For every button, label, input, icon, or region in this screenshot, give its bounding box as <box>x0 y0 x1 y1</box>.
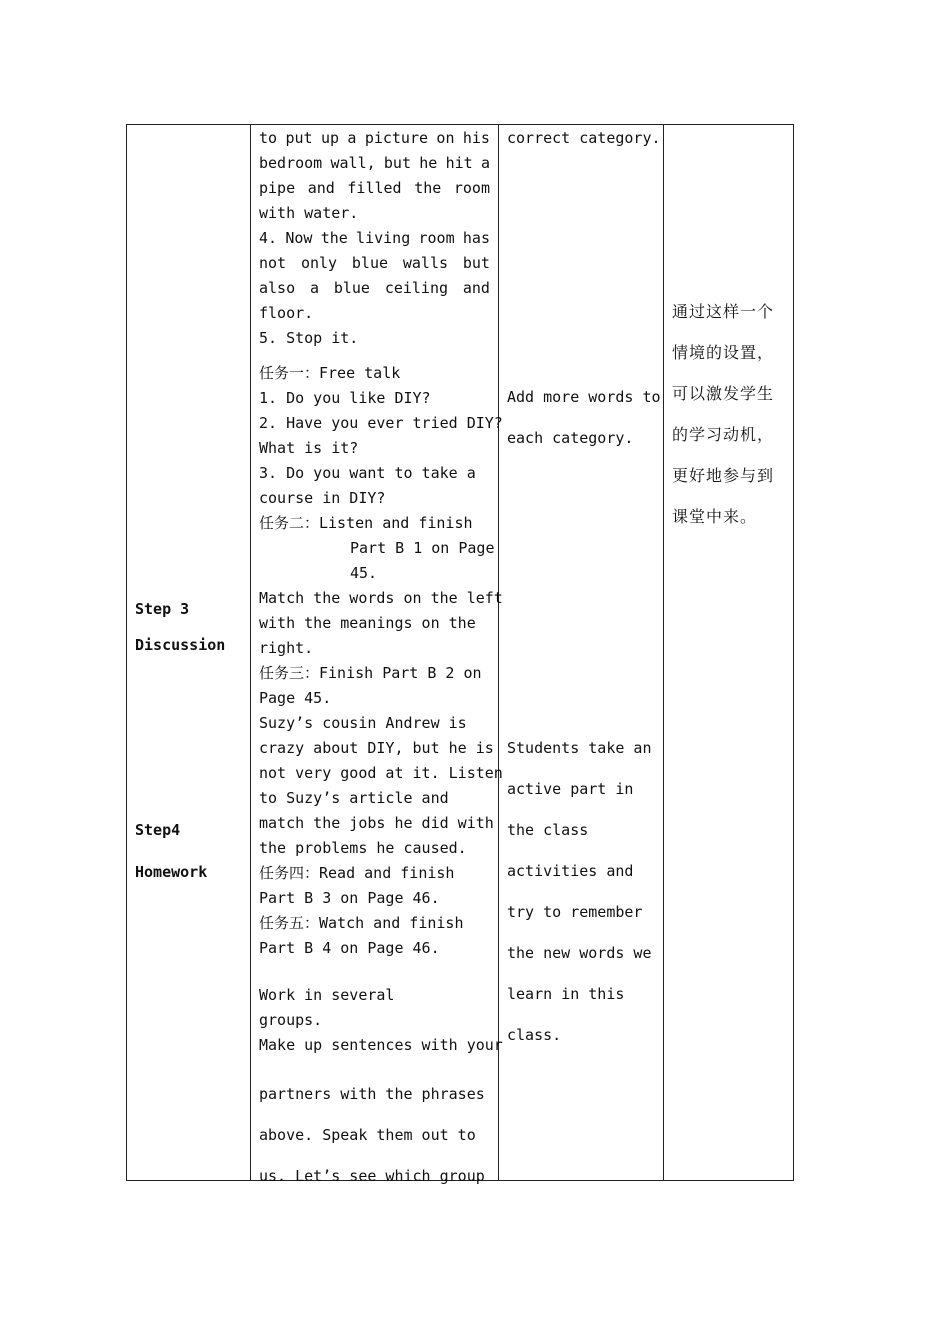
activity-line: 3. Do you want to take a <box>259 464 476 482</box>
step-4-label: Step4 <box>135 821 181 839</box>
step-3-title-cell <box>135 636 225 654</box>
activity-line: with water. <box>259 204 359 222</box>
intent-line: 更好地参与到 <box>672 466 775 485</box>
activity-text-part-a <box>259 126 490 351</box>
activity-line: Match the words on the left <box>259 589 503 607</box>
student-line: each category. <box>507 429 634 447</box>
activity-line: Work in several <box>259 986 395 1004</box>
activity-line: not only blue walls but <box>259 254 490 272</box>
task-1-heading: 任务一：Free talk <box>259 364 401 382</box>
activity-line: match the jobs he did with <box>259 814 494 832</box>
activity-line: partners with the phrases <box>259 1085 485 1103</box>
activity-line: Part B 1 on Page <box>350 539 495 557</box>
activity-line: Part B 3 on Page 46. <box>259 889 440 907</box>
activity-line: right. <box>259 639 314 657</box>
student-line: try to remember <box>507 903 643 921</box>
student-line: the class <box>507 821 589 839</box>
student-activity-3 <box>507 728 655 1056</box>
activity-line: bedroom wall, but he hit a <box>259 154 490 172</box>
activity-line: also a blue ceiling and <box>259 279 490 297</box>
activity-line: 5. Stop it. <box>259 329 359 347</box>
activity-line: Make up sentences with your <box>259 1036 503 1054</box>
activity-line: to put up a picture on his <box>259 129 490 147</box>
student-line: activities and <box>507 862 634 880</box>
intent-line: 课堂中来。 <box>672 507 758 526</box>
activity-line: the problems he caused. <box>259 839 467 857</box>
activity-line: above. Speak them out to <box>259 1126 476 1144</box>
activity-line: Page 45. <box>259 689 332 707</box>
step-3-title: Discussion <box>135 636 226 654</box>
activity-line: 45. <box>350 564 378 582</box>
student-line: learn in this <box>507 985 625 1003</box>
column-divider <box>250 124 251 1181</box>
task-3-heading: 任务三：Finish Part B 2 on <box>259 664 482 682</box>
column-divider <box>498 124 499 1181</box>
activity-line: not very good at it. Listen <box>259 764 503 782</box>
activity-line: 2. Have you ever tried DIY? <box>259 414 503 432</box>
step-4-title-cell <box>135 863 207 881</box>
student-line: active part in <box>507 780 634 798</box>
activity-line: What is it? <box>259 439 359 457</box>
design-intent <box>672 291 788 537</box>
step-4-cell <box>135 821 180 839</box>
student-line: class. <box>507 1026 562 1044</box>
activity-line: floor. <box>259 304 314 322</box>
intent-line: 可以激发学生 <box>672 384 775 403</box>
activity-line: pipe and filled the room <box>259 179 490 197</box>
activity-line: Suzy’s cousin Andrew is <box>259 714 467 732</box>
task-5-heading: 任务五：Watch and finish <box>259 914 464 932</box>
activity-line: to Suzy’s article and <box>259 789 449 807</box>
task-4-heading: 任务四：Read and finish <box>259 864 455 882</box>
activity-text-part-c <box>259 983 503 1058</box>
intent-line: 情境的设置， <box>672 343 775 362</box>
activity-line: crazy about DIY, but he is <box>259 739 494 757</box>
student-line: Students take an <box>507 739 652 757</box>
activity-line: Part B 4 on Page 46. <box>259 939 440 957</box>
activity-line: groups. <box>259 1011 323 1029</box>
student-activity-1 <box>507 126 661 151</box>
student-line: correct category. <box>507 129 661 147</box>
task-2-heading: 任务二：Listen and finish <box>259 514 473 532</box>
intent-line: 通过这样一个 <box>672 302 775 321</box>
activity-text-part-b <box>259 361 503 961</box>
step-3-cell <box>135 600 189 618</box>
student-activity-2 <box>507 377 661 459</box>
column-divider <box>663 124 664 1181</box>
activity-line: course in DIY? <box>259 489 386 507</box>
activity-line: us. Let’s see which group <box>259 1167 485 1185</box>
student-line: Add more words to <box>507 388 661 406</box>
activity-text-part-d <box>259 1074 490 1197</box>
step-3-label: Step 3 <box>135 600 190 618</box>
activity-line: with the meanings on the <box>259 614 476 632</box>
intent-line: 的学习动机， <box>672 425 775 444</box>
activity-line: 4. Now the living room has <box>259 229 490 247</box>
step-4-title: Homework <box>135 863 208 881</box>
student-line: the new words we <box>507 944 652 962</box>
activity-line: 1. Do you like DIY? <box>259 389 431 407</box>
